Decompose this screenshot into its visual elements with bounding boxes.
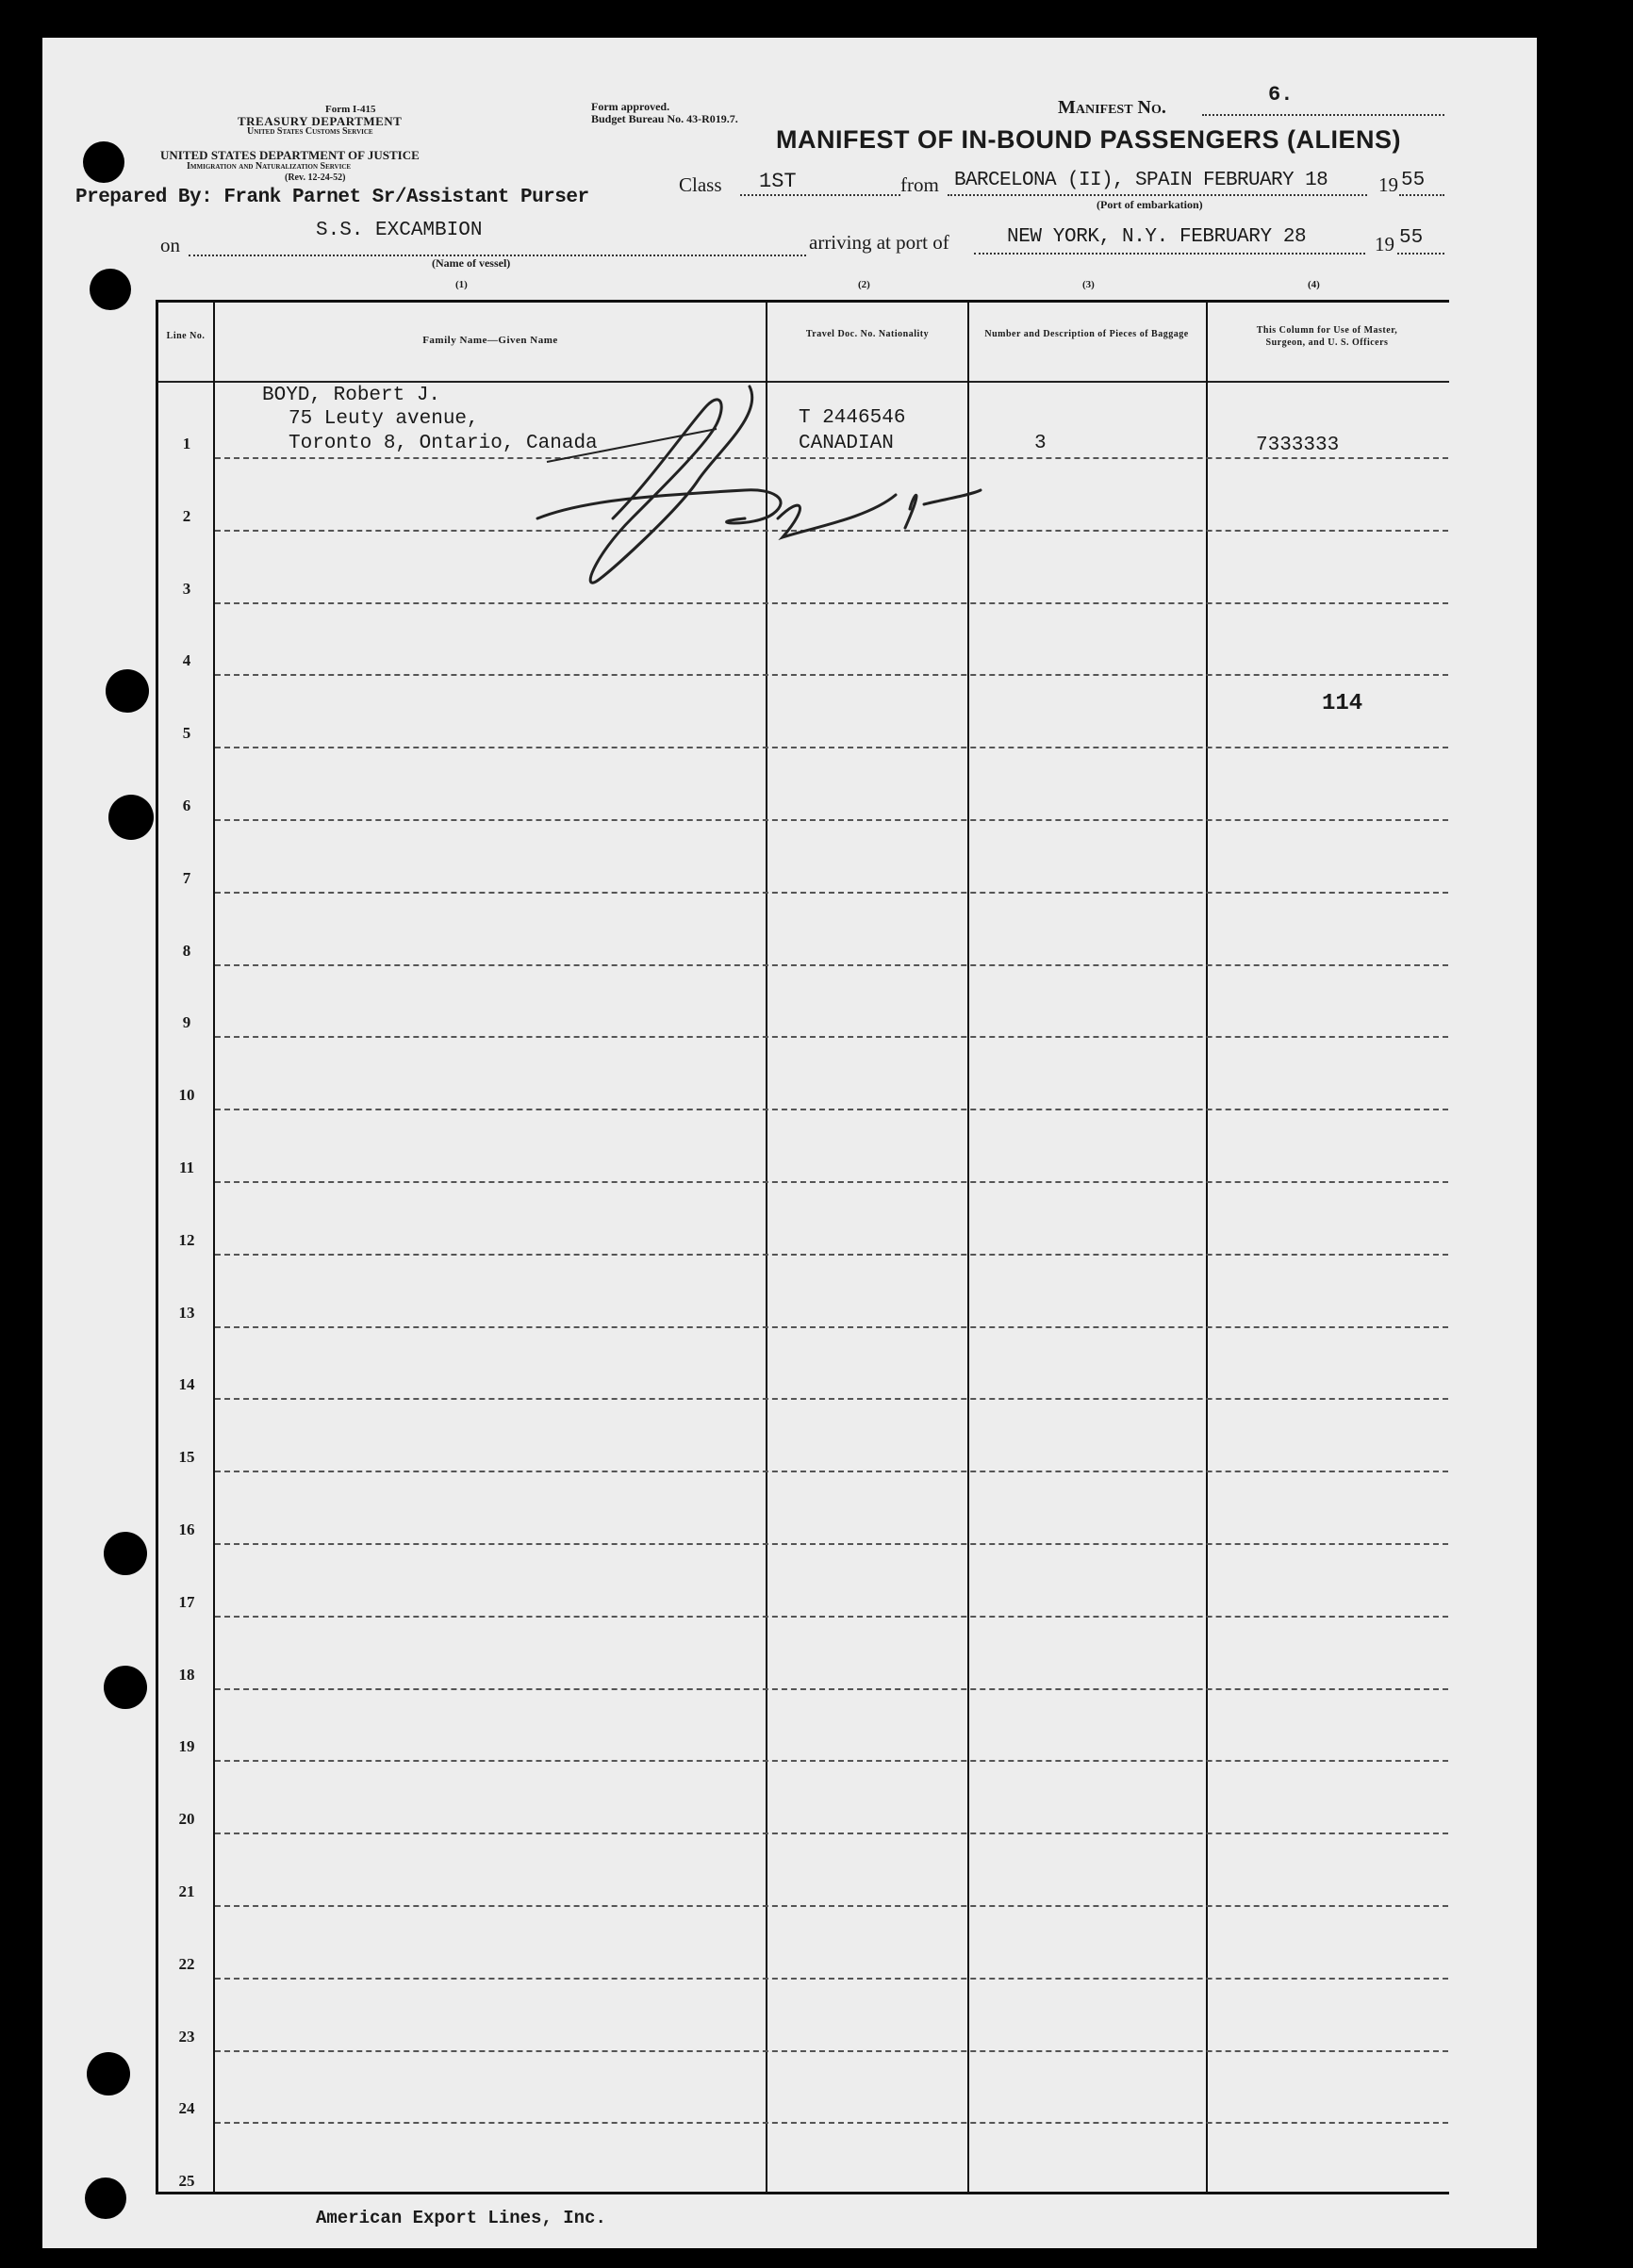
dept-justice: UNITED STATES DEPARTMENT OF JUSTICE xyxy=(160,148,420,162)
line-number: 1 xyxy=(182,435,191,452)
line-number: 2 xyxy=(182,507,191,525)
manifest-no-value: 6. xyxy=(1268,83,1294,107)
officer-note-row5: 114 xyxy=(1322,691,1363,716)
line-number: 14 xyxy=(178,1375,195,1393)
row-line xyxy=(215,1616,1448,1618)
row-line xyxy=(215,1688,1448,1690)
arriving-line xyxy=(974,253,1365,255)
punch-hole xyxy=(87,2052,130,2095)
line-number: 25 xyxy=(178,2172,195,2190)
footer-company: American Export Lines, Inc. xyxy=(316,2208,606,2228)
signature xyxy=(528,377,990,603)
header-line-no: Line No. xyxy=(166,331,206,341)
col-num-3: (3) xyxy=(1082,279,1095,290)
line-number: 23 xyxy=(178,2028,195,2046)
line-number: 22 xyxy=(178,1955,195,1973)
from-year-prefix: 19 xyxy=(1378,173,1398,196)
col-num-2: (2) xyxy=(858,279,870,290)
from-year-line xyxy=(1399,194,1444,196)
budget-bureau: Budget Bureau No. 43-R019.7. xyxy=(591,112,738,125)
row-line xyxy=(215,1978,1448,1980)
table-top-border xyxy=(156,300,1449,303)
form-number: Form I-415 xyxy=(325,104,376,115)
from-line xyxy=(948,194,1367,196)
class-value: 1ST xyxy=(759,170,797,193)
row-line xyxy=(215,747,1448,748)
arriving-year-prefix: 19 xyxy=(1375,233,1394,255)
line-number: 15 xyxy=(178,1448,195,1466)
manifest-no-line xyxy=(1202,114,1444,116)
line-number: 10 xyxy=(178,1086,195,1104)
col-num-4: (4) xyxy=(1308,279,1320,290)
vessel-caption: (Name of vessel) xyxy=(432,256,511,270)
header-baggage: Number and Description of Pieces of Baggage xyxy=(984,329,1189,339)
class-label: Class xyxy=(679,173,722,196)
line-number: 16 xyxy=(178,1520,195,1538)
line-number: 17 xyxy=(178,1593,195,1611)
line-number: 13 xyxy=(178,1304,195,1322)
line-number: 20 xyxy=(178,1810,195,1828)
line-number: 12 xyxy=(178,1231,195,1249)
row-line xyxy=(215,1254,1448,1256)
row-line xyxy=(215,892,1448,894)
row-line xyxy=(215,2122,1448,2124)
line-number: 11 xyxy=(178,1159,195,1176)
officer-note: 7333333 xyxy=(1256,435,1340,456)
from-year-value: 55 xyxy=(1401,170,1426,191)
arriving-value: NEW YORK, N.Y. FEBRUARY 28 xyxy=(1007,226,1307,248)
row-line xyxy=(215,1543,1448,1545)
baggage-count: 3 xyxy=(1034,433,1047,454)
row-line xyxy=(215,1326,1448,1328)
dept-ins: Immigration and Naturalization Service xyxy=(187,161,352,172)
header-officers: This Column for Use of Master, Surgeon, and U. S. Officers xyxy=(1256,325,1398,348)
row-line xyxy=(215,674,1448,676)
travel-doc-number: T 2446546 xyxy=(799,407,906,429)
class-line xyxy=(740,194,900,196)
line-number: 21 xyxy=(178,1882,195,1900)
form-revision: (Rev. 12-24-52) xyxy=(285,173,346,183)
row-line xyxy=(215,1905,1448,1907)
dept-treasury: TREASURY DEPARTMENT xyxy=(238,114,403,128)
header-family-name: Family Name—Given Name xyxy=(422,335,558,346)
row-line xyxy=(215,1471,1448,1472)
line-number: 24 xyxy=(178,2099,195,2117)
row-line xyxy=(215,1036,1448,1038)
col-num-1: (1) xyxy=(455,279,468,290)
row-line xyxy=(215,964,1448,966)
punch-hole xyxy=(106,669,149,713)
passenger-name: BOYD, Robert J. xyxy=(262,385,441,406)
from-label: from xyxy=(900,173,939,196)
page-title: MANIFEST OF IN-BOUND PASSENGERS (ALIENS) xyxy=(776,125,1402,154)
line-number: 7 xyxy=(182,869,191,887)
line-number: 3 xyxy=(182,580,191,598)
arriving-year-line xyxy=(1397,253,1444,255)
port-embarkation-caption: (Port of embarkation) xyxy=(1097,198,1203,211)
line-number: 5 xyxy=(182,724,191,742)
punch-hole xyxy=(83,141,124,183)
row-line xyxy=(215,1760,1448,1762)
line-number: 4 xyxy=(182,651,191,669)
row-line xyxy=(215,1398,1448,1400)
form-approved: Form approved. xyxy=(591,100,670,113)
punch-hole xyxy=(104,1666,147,1709)
table-bottom-border xyxy=(156,2192,1449,2194)
header-travel-doc: Travel Doc. No. Nationality xyxy=(805,329,930,339)
col-divider-4 xyxy=(1206,302,1208,2193)
manifest-no-label: Manifest No. xyxy=(1058,97,1166,118)
punch-hole xyxy=(90,269,131,310)
line-number: 18 xyxy=(178,1666,195,1684)
line-number: 8 xyxy=(182,942,191,960)
passenger-address-2: Toronto 8, Ontario, Canada xyxy=(289,433,598,454)
arriving-label: arriving at port of xyxy=(809,231,949,254)
from-value: BARCELONA (II), SPAIN FEBRUARY 18 xyxy=(954,170,1328,191)
row-line xyxy=(215,1832,1448,1834)
line-number: 9 xyxy=(182,1013,191,1031)
row-line xyxy=(215,1181,1448,1183)
passenger-address-1: 75 Leuty avenue, xyxy=(289,408,479,430)
vessel-name: S.S. EXCAMBION xyxy=(316,220,483,241)
line-number: 6 xyxy=(182,797,191,814)
row-line xyxy=(215,819,1448,821)
arriving-year-value: 55 xyxy=(1399,227,1424,249)
nationality: CANADIAN xyxy=(799,433,894,454)
punch-hole xyxy=(104,1532,147,1575)
row-line xyxy=(215,2050,1448,2052)
punch-hole xyxy=(108,795,154,840)
dept-customs: United States Customs Service xyxy=(247,126,373,137)
punch-hole xyxy=(85,2178,126,2219)
row-line xyxy=(215,1109,1448,1110)
line-number: 19 xyxy=(178,1737,195,1755)
on-label: on xyxy=(160,234,180,256)
manifest-page xyxy=(42,38,1537,2248)
prepared-by: Prepared By: Frank Parnet Sr/Assistant Purser xyxy=(75,187,589,208)
